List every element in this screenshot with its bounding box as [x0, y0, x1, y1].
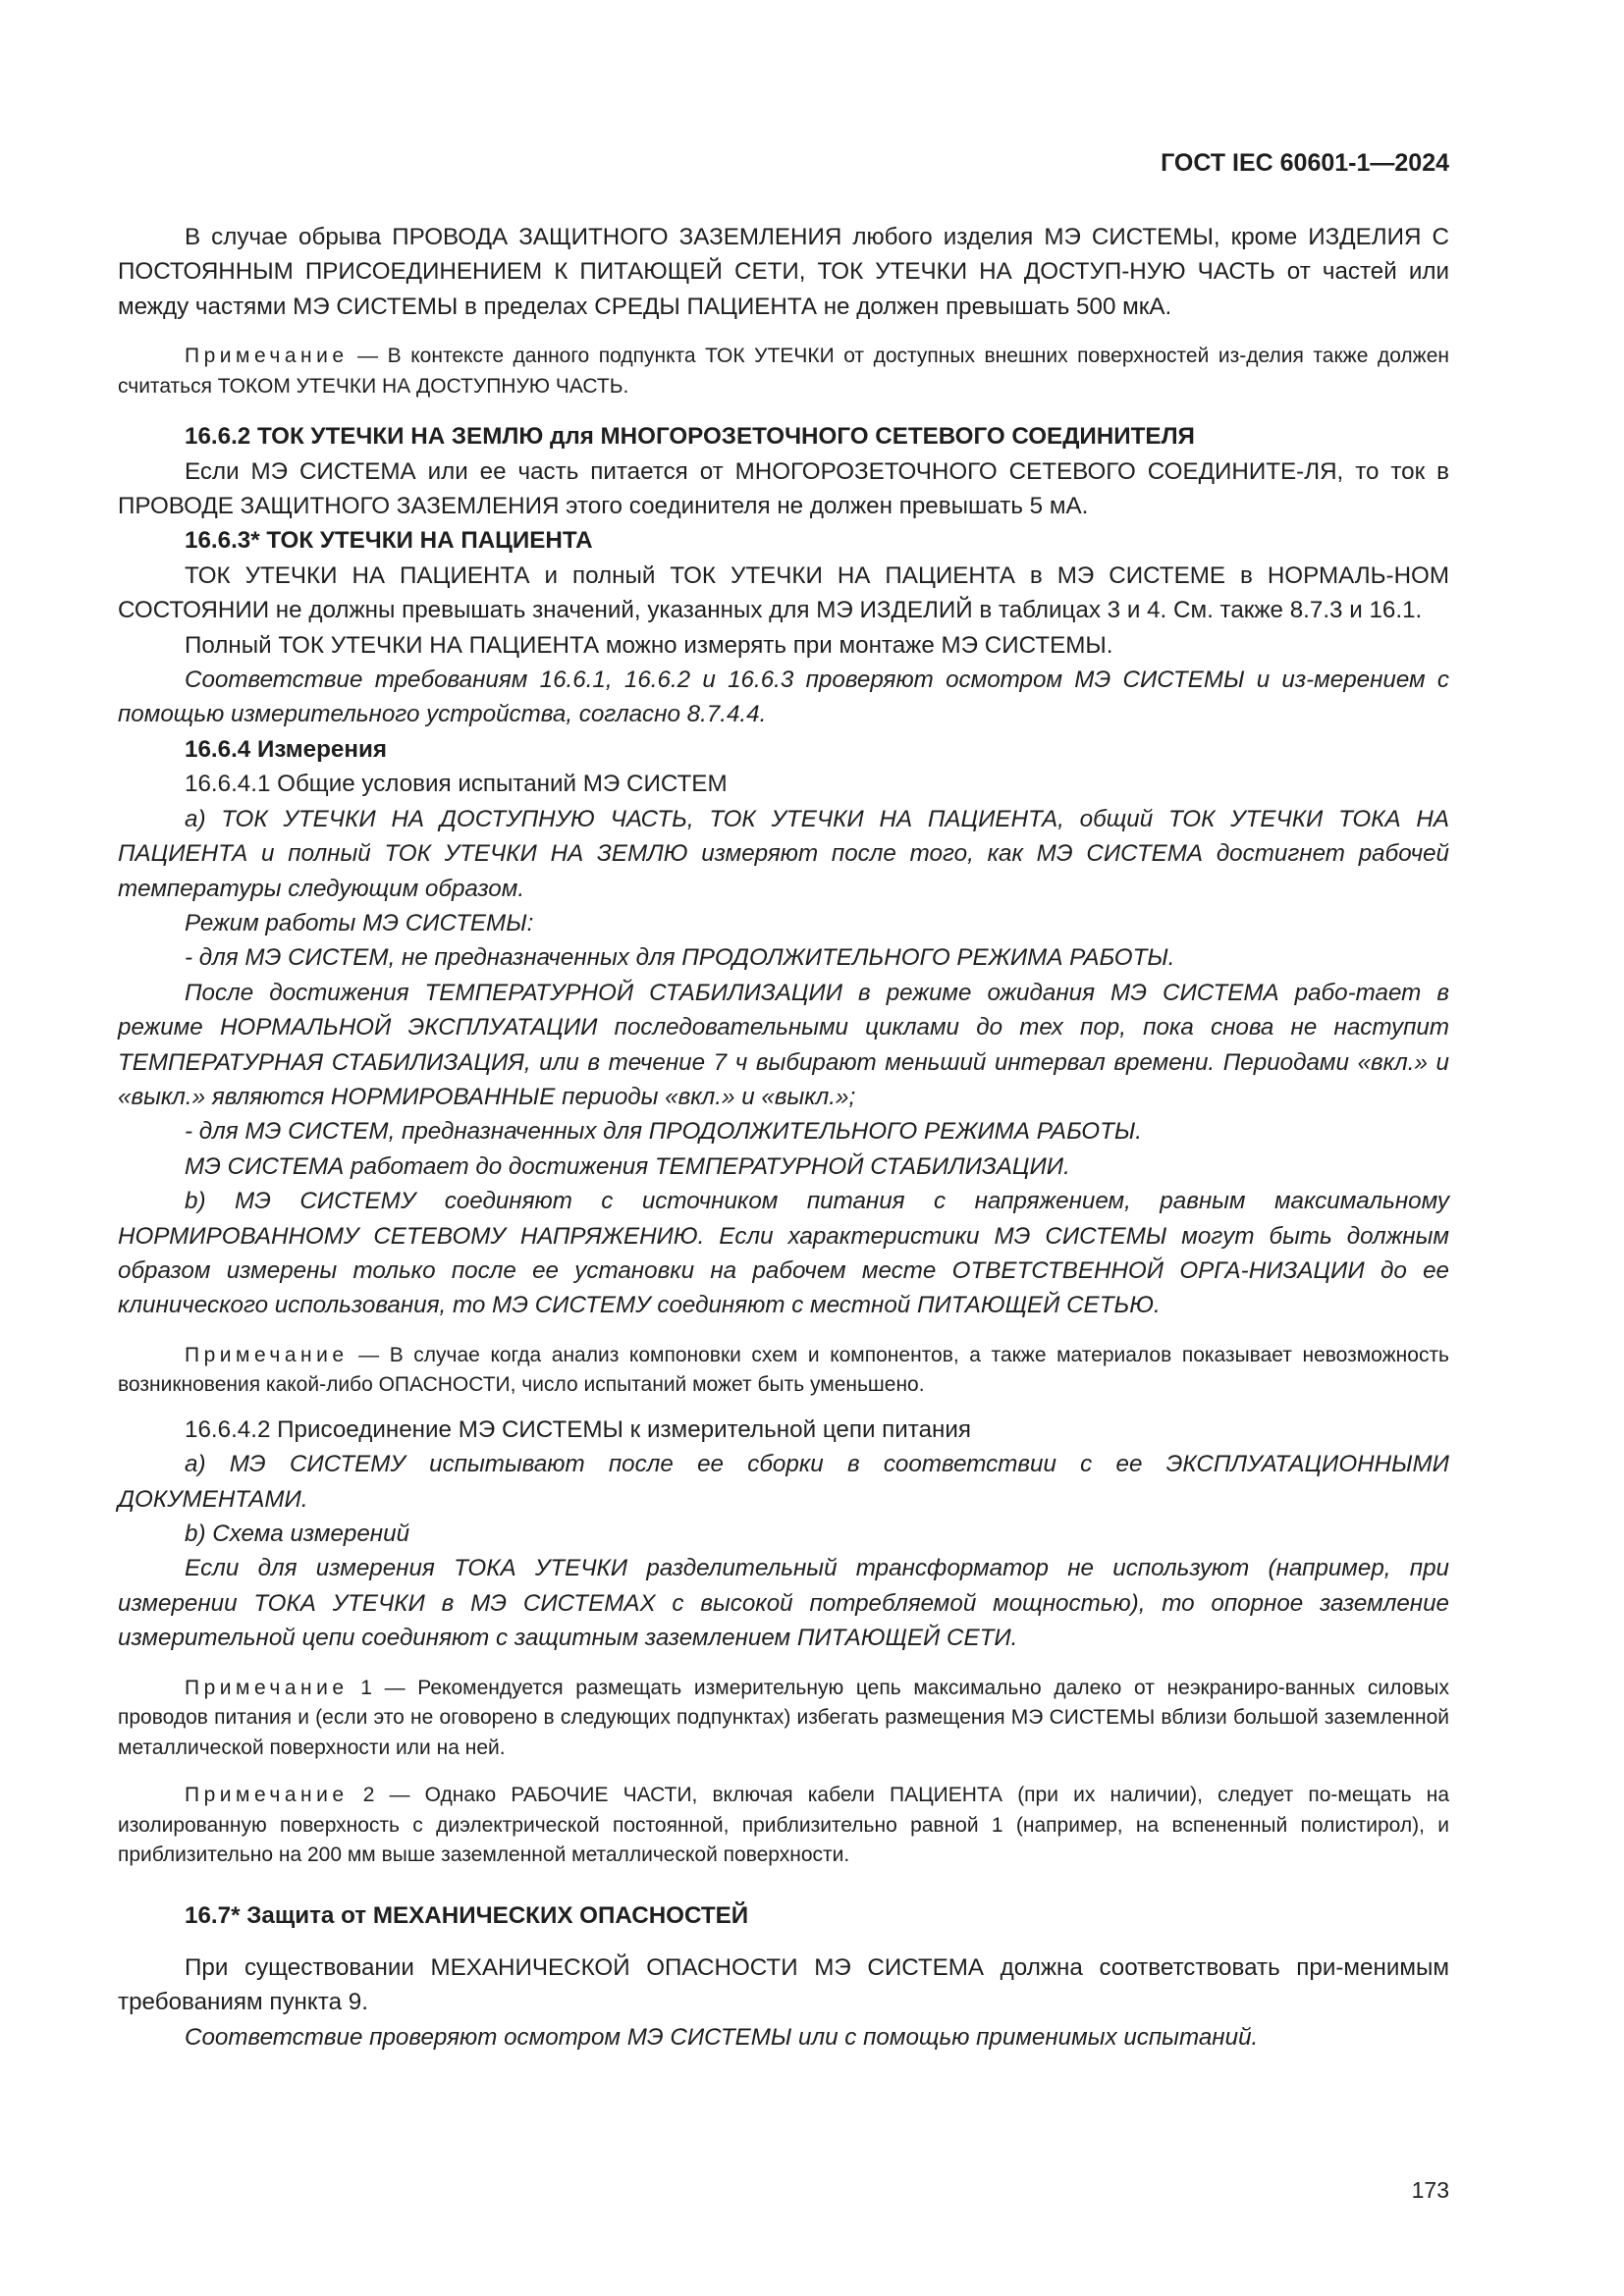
note-text: 2 — Однако РАБОЧИЕ ЧАСТИ, включая кабели ПАЦИЕНТА (при их наличии), следует по-мещать на изолированную поверхность с диэлектрической постоянной, приблизительно равной 1 (например, на вспененный полистирол), и приблизительно на 200 мм выше заземленной металлической поверхности. [118, 1784, 1449, 1867]
paragraph-non-continuous: После достижения ТЕМПЕРАТУРНОЙ СТАБИЛИЗАЦИИ в режиме ожидания МЭ СИСТЕМА рабо-тает в режиме НОРМАЛЬНОЙ ЭКСПЛУАТАЦИИ последовательными циклами до тех пор, пока снова не наступит ТЕМПЕРАТУРНАЯ СТАБИЛИЗАЦИЯ, или в течение 7 ч выбирают меньший интервал времени. Периодами «вкл.» и «выкл.» являются НОРМИРОВАННЫЕ периоды «вкл.» и «выкл.»; [118, 979, 1449, 1110]
heading-16-6-2: 16.6.2 ТОК УТЕЧКИ НА ЗЕМЛЮ для МНОГОРОЗЕТОЧНОГО СЕТЕВОГО СОЕДИНИТЕЛЯ [185, 423, 1195, 451]
heading-16-6-4: 16.6.4 Измерения [185, 735, 387, 763]
list-item-non-continuous: - для МЭ СИСТЕМ, не предназначенных для ПРОДОЛЖИТЕЛЬНОГО РЕЖИМА РАБОТЫ. [185, 944, 1175, 972]
list-item-continuous: - для МЭ СИСТЕМ, предназначенных для ПРОДОЛЖИТЕЛЬНОГО РЕЖИМА РАБОТЫ. [185, 1118, 1143, 1146]
note-2 [118, 1341, 1449, 1401]
subheading-16-6-4-2: 16.6.4.2 Присоединение МЭ СИСТЕМЫ к измерительной цепи питания [185, 1415, 972, 1443]
note-text: — В случае когда анализ компоновки схем и компонентов, а также материалов показывает невозможность возникновения какой-либо ОПАСНОСТИ, число испытаний может быть уменьшено. [118, 1343, 1449, 1397]
page-number: 173 [1411, 2177, 1449, 2203]
paragraph-ground-wire-break: В случае обрыва ПРОВОДА ЗАЩИТНОГО ЗАЗЕМЛЕНИЯ любого изделия МЭ СИСТЕМЫ, кроме ИЗДЕЛИЯ С ПОСТОЯННЫМ ПРИСОЕДИНЕНИЕМ К ПИТАЮЩЕЙ СЕТИ, ТОК УТЕЧКИ НА ДОСТУП-НУЮ ЧАСТЬ от частей или между частями МЭ СИСТЕМЫ в пределах СРЕДЫ ПАЦИЕНТА не должен превышать 500 мкА. [118, 224, 1449, 320]
note-label: Примечание [185, 1784, 349, 1807]
heading-16-6-3: 16.6.3* ТОК УТЕЧКИ НА ПАЦИЕНТА [185, 527, 593, 555]
heading-16-7: 16.7* Защита от МЕХАНИЧЕСКИХ ОПАСНОСТЕЙ [185, 1901, 749, 1929]
paragraph-circuit: Если для измерения ТОКА УТЕЧКИ разделительный трансформатор не используют (например, при измерении ТОКА УТЕЧКИ в МЭ СИСТЕМАХ с высокой потребляемой мощностью), то опорное заземление измерительной цепи соединяют с защитным заземлением ПИТАЮЩЕЙ СЕТИ. [118, 1555, 1449, 1652]
paragraph-16-7-compliance: Соответствие проверяют осмотром МЭ СИСТЕМЫ или с помощью применимых испытаний. [185, 2023, 1259, 2051]
note-1 [118, 342, 1449, 401]
item-a-assembly: а) МЭ СИСТЕМУ испытывают после ее сборки в соответствии с ее ЭКСПЛУАТАЦИОННЫМИ ДОКУМЕНТАМИ. [118, 1451, 1449, 1513]
paragraph-16-6-3-total: Полный ТОК УТЕЧКИ НА ПАЦИЕНТА можно измерять при монтаже МЭ СИСТЕМЫ. [185, 631, 1113, 659]
page-content [118, 220, 1449, 2055]
note-text: — В контексте данного подпункта ТОК УТЕЧКИ от доступных внешних поверхностей из-делия также должен считаться ТОКОМ УТЕЧКИ НА ДОСТУПНУЮ ЧАСТЬ. [118, 345, 1449, 398]
note-4 [118, 1781, 1449, 1871]
operating-mode-label: Режим работы МЭ СИСТЕМЫ: [185, 909, 534, 936]
paragraph-16-7: При существовании МЕХАНИЧЕСКОЙ ОПАСНОСТИ МЭ СИСТЕМА должна соответствовать при-менимым требованиям пункта 9. [118, 1954, 1449, 2016]
subheading-16-6-4-1: 16.6.4.1 Общие условия испытаний МЭ СИСТЕМ [185, 771, 728, 798]
note-label: Примечание [185, 345, 349, 368]
item-b-supply: b) МЭ СИСТЕМУ соединяют с источником питания с напряжением, равным максимальному НОРМИРОВАННОМУ СЕТЕВОМУ НАПРЯЖЕНИЮ. Если характеристики МЭ СИСТЕМЫ могут быть должным образом измерены только после ее установки на рабочем месте ОТВЕТСТВЕННОЙ ОРГА-НИЗАЦИИ до ее клинического использования, то МЭ СИСТЕМУ соединяют с местной ПИТАЮЩЕЙ СЕТЬЮ. [118, 1188, 1449, 1319]
paragraph-16-6-3-compliance: Соответствие требованиям 16.6.1, 16.6.2 и 16.6.3 проверяют осмотром МЭ СИСТЕМЫ и из-мерением с помощью измерительного устройства, согласно 8.7.4.4. [118, 667, 1449, 728]
paragraph-continuous: МЭ СИСТЕМА работает до достижения ТЕМПЕРАТУРНОЙ СТАБИЛИЗАЦИИ. [185, 1152, 1070, 1180]
document-header: ГОСТ IEC 60601-1—2024 [1161, 149, 1449, 177]
item-a-measurement: а) ТОК УТЕЧКИ НА ДОСТУПНУЮ ЧАСТЬ, ТОК УТЕЧКИ НА ПАЦИЕНТА, общий ТОК УТЕЧКИ ТОКА НА ПАЦИЕНТА и полный ТОК УТЕЧКИ НА ЗЕМЛЮ измеряют после того, как МЭ СИСТЕМА достигнет рабочей температуры следующим образом. [118, 805, 1449, 902]
item-b-circuit: b) Схема измерений [185, 1521, 410, 1547]
paragraph-16-6-3-limits: ТОК УТЕЧКИ НА ПАЦИЕНТА и полный ТОК УТЕЧКИ НА ПАЦИЕНТА в МЭ СИСТЕМЕ в НОРМАЛЬ-НОМ СОСТОЯНИИ не должны превышать значений, указанных для МЭ ИЗДЕЛИЙ в таблицах 3 и 4. См. также 8.7.3 и 16.1. [118, 561, 1449, 624]
note-label: Примечание [185, 1676, 349, 1699]
paragraph-16-6-2: Если МЭ СИСТЕМА или ее часть питается от МНОГОРОЗЕТОЧНОГО СЕТЕВОГО СОЕДИНИТЕ-ЛЯ, то ток в ПРОВОДЕ ЗАЩИТНОГО ЗАЗЕМЛЕНИЯ этого соединителя не должен превышать 5 мА. [118, 457, 1449, 520]
note-label: Примечание [185, 1343, 349, 1366]
note-3 [118, 1674, 1449, 1764]
note-text: 1 — Рекомендуется размещать измерительную цепь максимально далеко от неэкраниро-ванных силовых проводов питания и (если это не оговорено в следующих подпунктах) избегать размещения МЭ СИСТЕМЫ вблизи большой заземленной металлической поверхности или на ней. [118, 1676, 1449, 1759]
